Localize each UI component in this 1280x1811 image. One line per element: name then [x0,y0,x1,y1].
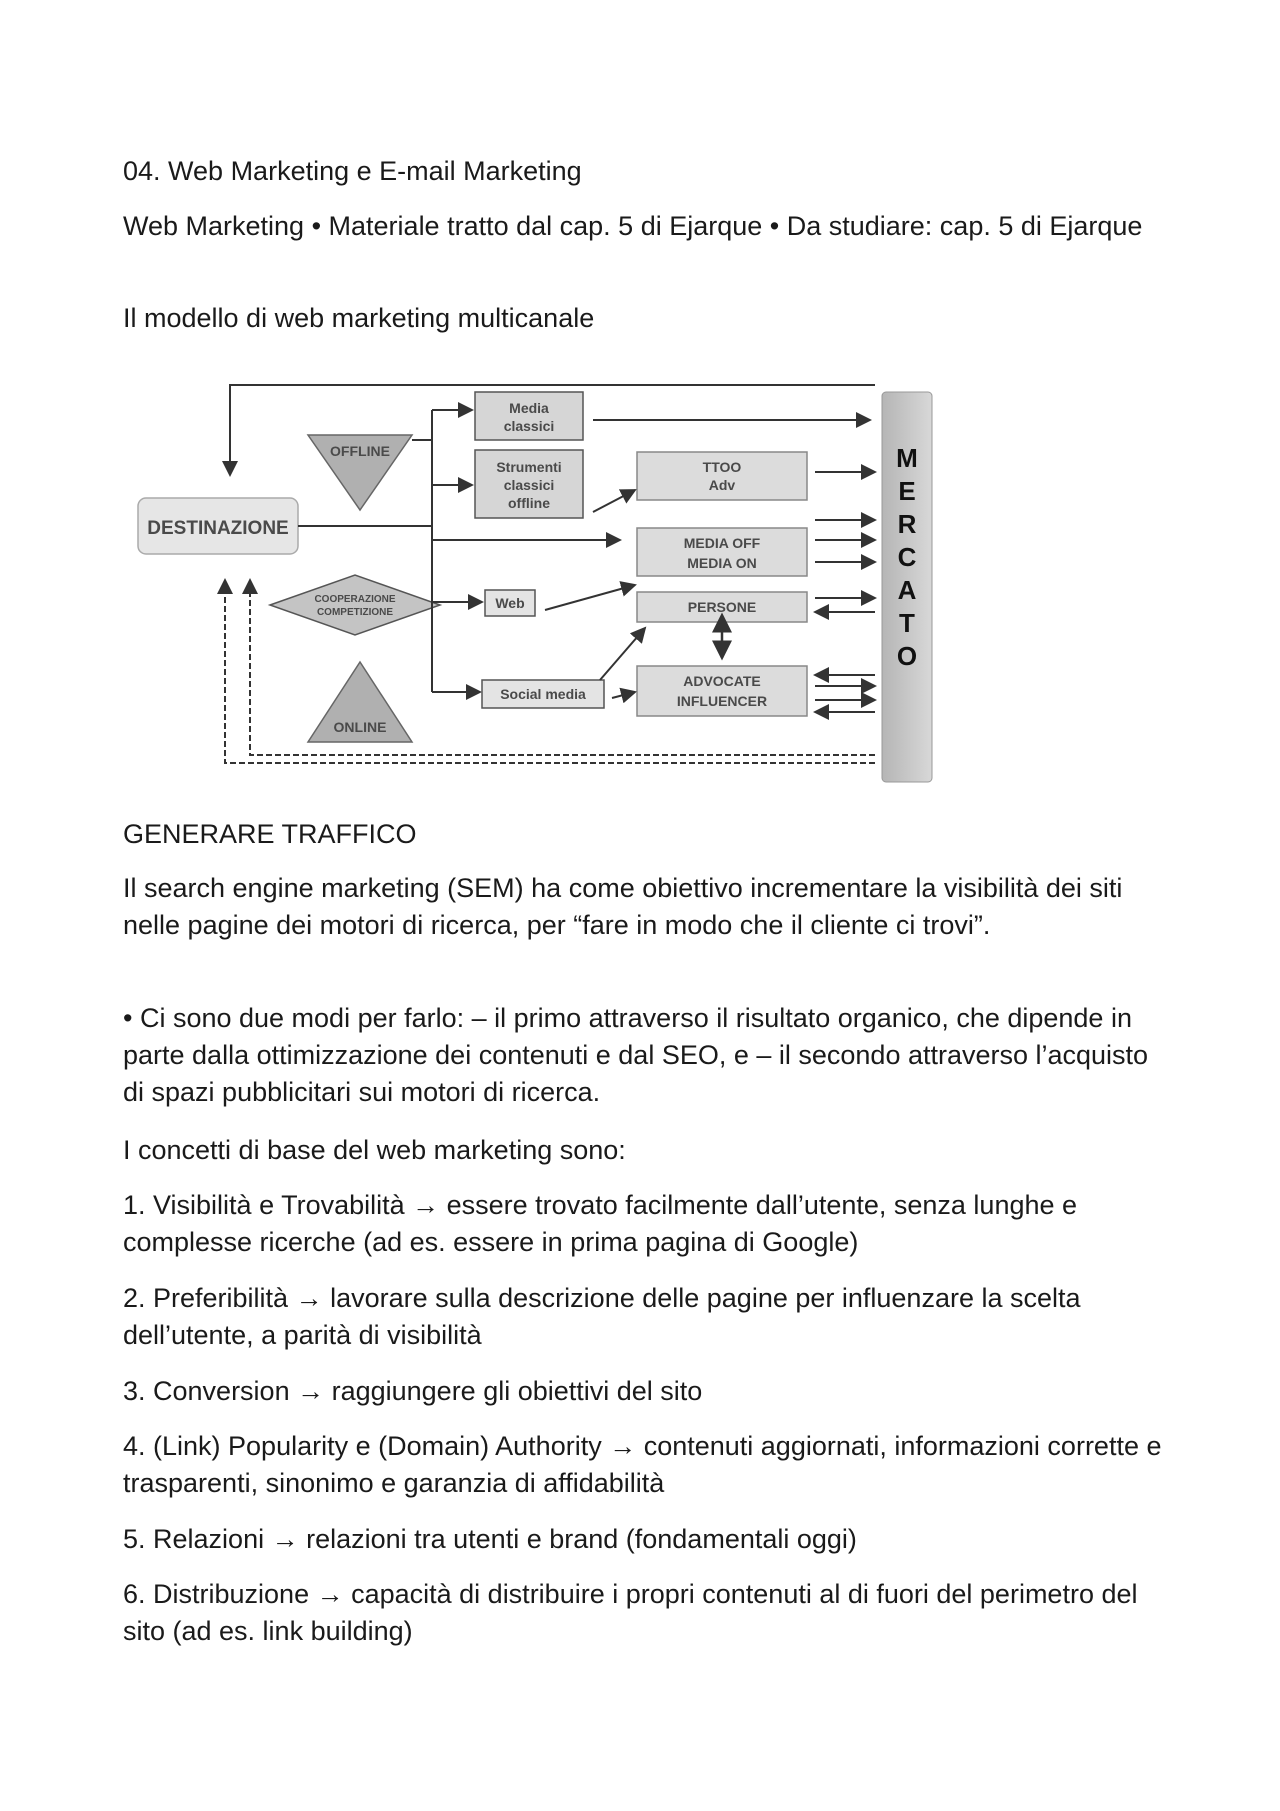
mercato-letter: M [896,443,918,473]
diagram-caption: Il modello di web marketing multicanale [123,303,595,333]
ttoo-label: TTOO [702,459,742,475]
arrow-line [593,490,635,512]
section-heading: GENERARE TRAFFICO [123,819,417,849]
strumenti-label: offline [508,495,550,511]
concept-item: 4. (Link) Popularity e (Domain) Authority → contenuti aggiornati, informazioni corrette e trasparenti, sinonimo e garanzia di affidabilità [123,1431,1162,1498]
media-classici-label: Media [509,400,549,416]
multichannel-web-marketing-diagram [130,380,950,790]
modes-paragraph: • Ci sono due modi per farlo: – il primo attraverso il risultato organico, che dipende in parte dalla ottimizzazione dei contenuti e dal SEO, e – il secondo attraverso l’acquisto di spazi pubblicitari sui motori di ricerca. [123,1003,1149,1107]
mercato-letter: A [897,575,917,605]
media-classici-label: classici [503,418,555,434]
cooperazione-diamond [270,575,440,635]
media-off-label: MEDIA OFF [683,535,761,551]
concept-item: 6. Distribuzione → capacità di distribuire i propri contenuti al di fuori del perimetro del sito (ad es. link building) [123,1579,1138,1646]
concept-item: 3. Conversion → raggiungere gli obiettivi del sito [123,1376,703,1406]
ttoo-label: Adv [708,477,736,493]
online-label: ONLINE [333,719,387,735]
persone-label: PERSONE [687,599,757,615]
influencer-label: INFLUENCER [676,693,768,709]
web-label: Web [495,595,525,611]
mercato-letters [896,443,918,671]
concept-item: 1. Visibilità e Trovabilità → essere trovato facilmente dall’utente, senza lunghe e complesse ricerche (ad es. essere in prima pagina di Google) [123,1190,1078,1257]
offline-label: OFFLINE [330,443,390,459]
mercato-letter: O [896,641,918,671]
destinazione-label: DESTINAZIONE [147,518,289,539]
intro-paragraph: Web Marketing • Materiale tratto dal cap. 5 di Ejarque • Da studiare: cap. 5 di Ejarque [123,211,1143,241]
diagram-svg [130,380,950,790]
concept-item: 5. Relazioni → relazioni tra utenti e brand (fondamentali oggi) [123,1524,857,1554]
concept-item: 2. Preferibilità → lavorare sulla descrizione delle pagine per influenzare la scelta dell’utente, a parità di visibilità [123,1283,1081,1350]
mercato-letter: C [897,542,917,572]
mercato-letter: T [899,608,915,638]
strumenti-label: classici [503,477,555,493]
strumenti-label: Strumenti [496,459,562,475]
mercato-letter: R [897,509,917,539]
social-media-label: Social media [500,686,586,702]
arrow-line [612,692,635,698]
mercato-letter: E [898,476,916,506]
media-on-label: MEDIA ON [687,555,757,571]
concepts-intro: I concetti di base del web marketing sono: [123,1135,626,1165]
competizione-label: COMPETIZIONE [316,607,394,618]
arrow-line [545,585,635,610]
sem-paragraph: Il search engine marketing (SEM) ha come obiettivo incrementare la visibilità dei siti nelle pagine dei motori di ricerca, per “fare in modo che il cliente ci trovi”. [123,873,1123,940]
advocate-label: ADVOCATE [683,673,761,689]
cooperazione-label: COOPERAZIONE [314,594,396,605]
document-title: 04. Web Marketing e E-mail Marketing [123,156,582,186]
